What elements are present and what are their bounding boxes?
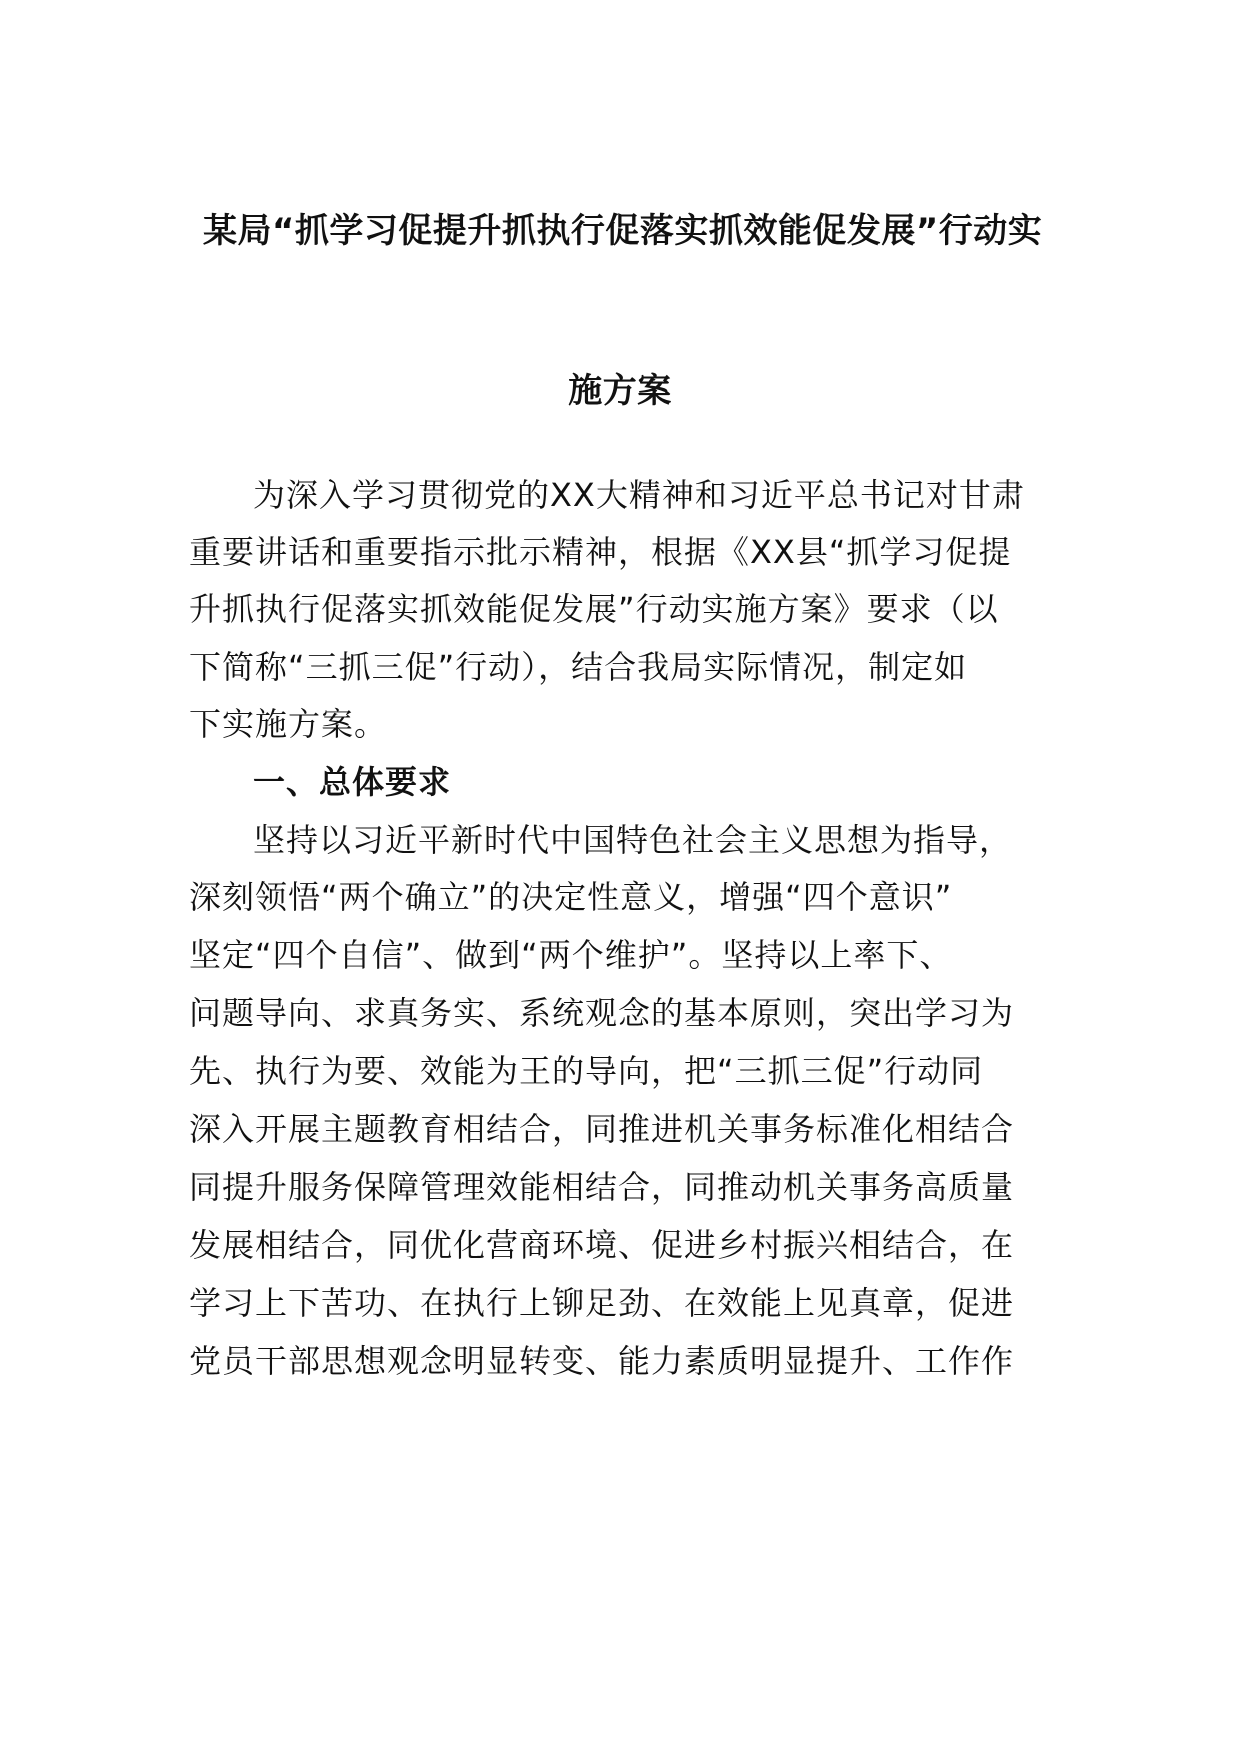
section-line: 坚持以习近平新时代中国特色社会主义思想为指导， <box>253 821 1013 859</box>
section-heading: 一、总体要求 <box>253 763 452 801</box>
intro-line: 下实施方案。 <box>189 705 388 743</box>
section-line: 党员干部思想观念明显转变、能力素质明显提升、工作作 <box>189 1342 1015 1380</box>
section-line: 学习上下苦功、在执行上铆足劲、在效能上见真章，促进 <box>189 1284 1015 1322</box>
section-line: 问题导向、求真务实、系统观念的基本原则，突出学习为 <box>189 994 1015 1032</box>
intro-line: 升抓执行促落实抓效能促发展”行动实施方案》要求（以 <box>189 590 999 628</box>
section-line: 同提升服务保障管理效能相结合，同推动机关事务高质量 <box>189 1168 1015 1206</box>
intro-line: 重要讲话和重要指示批示精神，根据《XX县“抓学习促提 <box>189 533 1012 571</box>
intro-line: 下简称“三抓三促”行动），结合我局实际情况，制定如 <box>189 648 968 686</box>
intro-line: 为深入学习贯彻党的XX大精神和习近平总书记对甘肃 <box>253 476 1025 514</box>
section-line: 深入开展主题教育相结合，同推进机关事务标准化相结合 <box>189 1110 1015 1148</box>
section-line: 坚定“四个自信”、做到“两个维护”。坚持以上率下、 <box>189 936 953 974</box>
document-title-line-2: 施方案 <box>568 371 672 411</box>
section-line: 先、执行为要、效能为王的导向，把“三抓三促”行动同 <box>189 1052 984 1090</box>
section-line: 深刻领悟“两个确立”的决定性意义，增强“四个意识” <box>189 878 953 916</box>
section-line: 发展相结合，同优化营商环境、促进乡村振兴相结合，在 <box>189 1226 1015 1264</box>
document-title-line-1: 某局“抓学习促提升抓执行促落实抓效能促发展”行动实 <box>203 211 1043 251</box>
